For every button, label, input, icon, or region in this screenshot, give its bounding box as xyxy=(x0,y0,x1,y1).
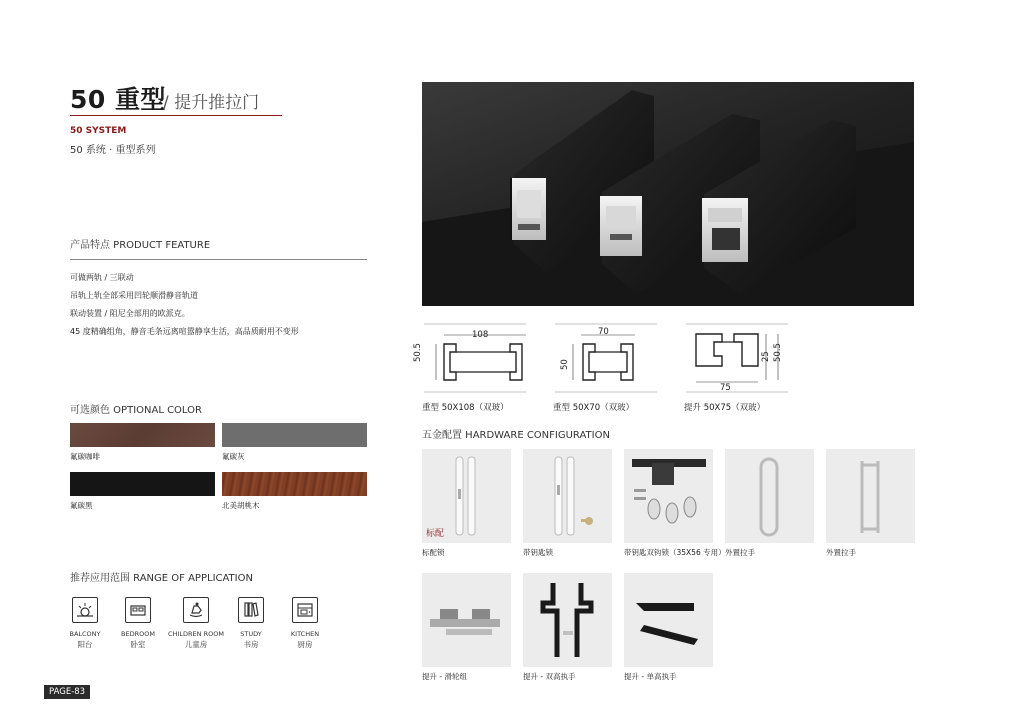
hardware-key-lock-image xyxy=(523,449,612,543)
swatch-label: 氟碳黑 xyxy=(70,501,93,510)
app-label-en: KITCHEN xyxy=(290,630,320,638)
standard-tag: 标配 xyxy=(426,529,445,539)
hardware-label: 提升 - 滑轮组 xyxy=(422,672,467,681)
study-icon xyxy=(238,597,264,623)
product-feature-heading: 产品特点 PRODUCT FEATURE xyxy=(70,240,211,251)
page-subtitle: / 提升推拉门 xyxy=(163,93,260,113)
hardware-lift-single-handle-image xyxy=(624,573,713,667)
hardware-lift-roller-image xyxy=(422,573,511,667)
feature-item: 45 度精确组角，静音毛条远离喧嚣静享生活，高品质耐用不变形 xyxy=(70,327,299,336)
hardware-lift-double-handle-image xyxy=(523,573,612,667)
swatch-coffee xyxy=(70,423,215,447)
app-label-en: BALCONY xyxy=(69,630,101,638)
kitchen-icon xyxy=(292,597,318,623)
swatch-walnut xyxy=(222,472,367,496)
app-label-en: STUDY xyxy=(240,630,262,638)
children-room-icon xyxy=(183,597,209,623)
swatch-label: 氟碳咖啡 xyxy=(70,452,100,461)
app-label-cn: 书房 xyxy=(243,640,259,649)
app-label-cn: 阳台 xyxy=(77,640,93,649)
app-label-cn: 厨房 xyxy=(297,640,313,649)
application-heading: 推荐应用范围 RANGE OF APPLICATION xyxy=(70,573,253,584)
swatch-label: 氟碳灰 xyxy=(222,452,245,461)
title-divider xyxy=(70,115,282,116)
profile-height-label: 50 xyxy=(560,359,570,370)
feature-item: 吊轨上轨全部采用凹轮顺滑静音轨道 xyxy=(70,291,198,300)
hardware-label: 提升 - 双高执手 xyxy=(523,672,576,681)
hardware-label: 带钥匙锁 xyxy=(523,548,553,557)
product-hero-image xyxy=(422,82,914,306)
swatch-grey xyxy=(222,423,367,447)
hardware-label: 标配锁 xyxy=(422,548,445,557)
app-label-en: CHILDREN ROOM xyxy=(168,630,224,638)
profile-width-label: 70 xyxy=(598,327,609,337)
swatch-black xyxy=(70,472,215,496)
hardware-external-handle-image xyxy=(826,449,915,543)
swatch-label: 北美胡桃木 xyxy=(222,501,260,510)
profile-inner-label: 25 xyxy=(761,351,771,362)
system-name-cn: 50 系统 · 重型系列 xyxy=(70,145,156,156)
profile-caption: 提升 50X75（双玻） xyxy=(684,403,766,413)
feature-item: 可做两轨 / 三联动 xyxy=(70,273,134,282)
app-label-en: BEDROOM xyxy=(121,630,155,638)
profile-height-label: 50.5 xyxy=(413,343,423,362)
system-name-en: 50 SYSTEM xyxy=(70,126,127,136)
hardware-label: 提升 - 单高执手 xyxy=(624,672,677,681)
balcony-icon xyxy=(72,597,98,623)
app-label-cn: 卧室 xyxy=(130,640,146,649)
profile-caption: 重型 50X70（双玻） xyxy=(553,403,635,413)
profile-width-label: 108 xyxy=(472,330,489,340)
hardware-heading: 五金配置 HARDWARE CONFIGURATION xyxy=(422,430,610,441)
profile-height-label: 50.5 xyxy=(773,343,783,362)
feature-divider xyxy=(70,259,367,260)
app-label-cn: 儿童房 xyxy=(184,640,208,649)
profile-caption: 重型 50X108（双玻） xyxy=(422,403,509,413)
bedroom-icon xyxy=(125,597,151,623)
hardware-label: 外置拉手 xyxy=(725,548,755,557)
hardware-label: 带钥匙双钩锁（35X56 专用） xyxy=(624,548,726,557)
profile-width-label: 75 xyxy=(720,383,731,393)
optional-color-heading: 可选颜色 OPTIONAL COLOR xyxy=(70,405,202,416)
hardware-label: 外置拉手 xyxy=(826,548,856,557)
hardware-double-hook-lock-image xyxy=(624,449,713,543)
page-title: 50 重型 xyxy=(70,85,166,114)
hardware-external-handle-image xyxy=(725,449,814,543)
feature-item: 联动装置 / 阻尼全部用的欧派克。 xyxy=(70,309,190,318)
page-number-badge: PAGE-83 xyxy=(44,685,90,699)
